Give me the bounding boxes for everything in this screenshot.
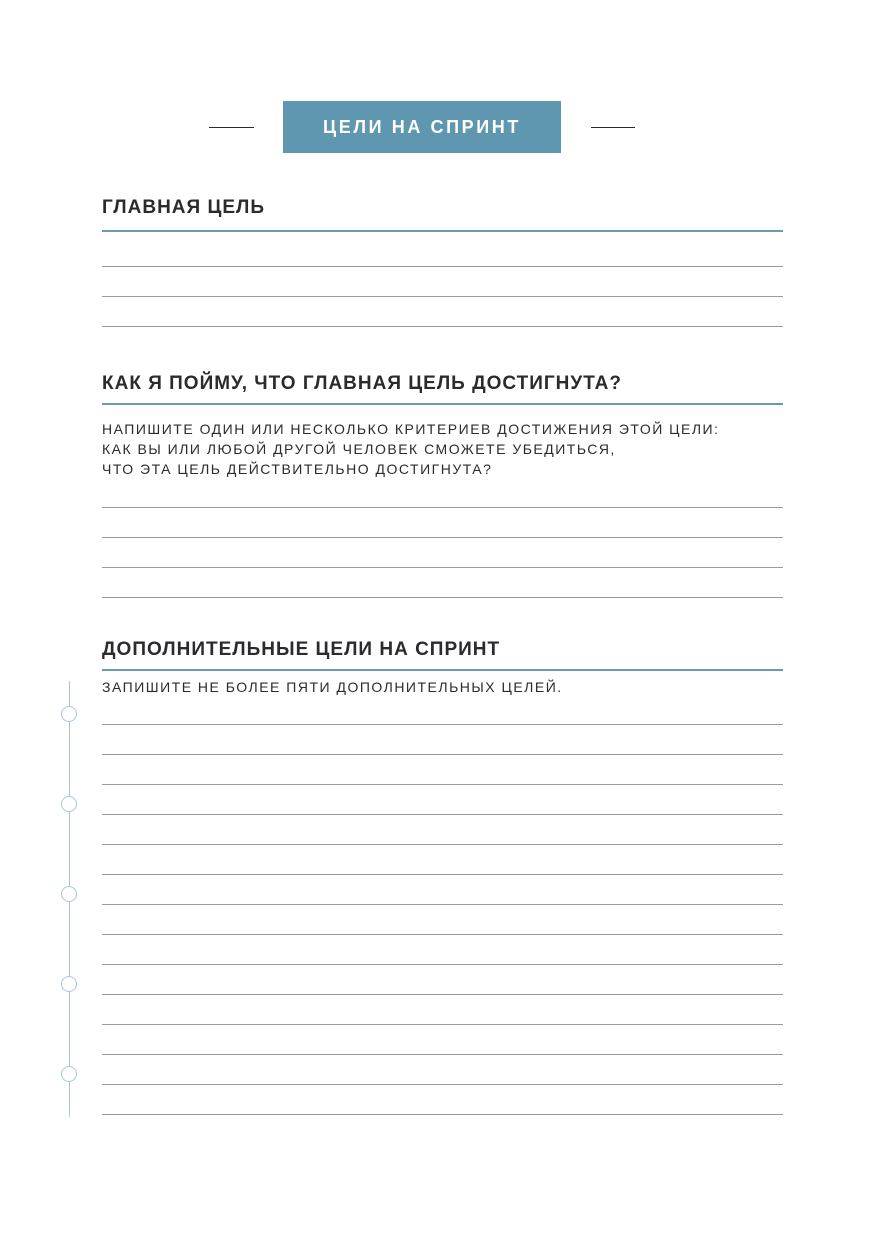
additional-goal-write-line[interactable] [102,964,783,965]
additional-goal-write-line[interactable] [102,904,783,905]
criteria-write-line[interactable] [102,597,783,598]
additional-goals-accent-rule [102,669,783,671]
criteria-instruction-line: ЧТО ЭТА ЦЕЛЬ ДЕЙСТВИТЕЛЬНО ДОСТИГНУТА? [102,461,493,477]
banner-left-rule [209,127,254,128]
additional-goal-write-line[interactable] [102,1054,783,1055]
criteria-heading: КАК Я ПОЙМУ, ЧТО ГЛАВНАЯ ЦЕЛЬ ДОСТИГНУТА? [102,373,622,394]
additional-goal-write-line[interactable] [102,784,783,785]
main-goal-accent-rule [102,230,783,232]
additional-goal-write-line[interactable] [102,934,783,935]
additional-goals-instruction: ЗАПИШИТЕ НЕ БОЛЕЕ ПЯТИ ДОПОЛНИТЕЛЬНЫХ ЦЕЛЕЙ. [102,679,563,695]
criteria-write-line[interactable] [102,537,783,538]
criteria-instruction [102,419,720,479]
criteria-write-line[interactable] [102,567,783,568]
binder-ring-icon [61,886,77,902]
additional-goal-write-line[interactable] [102,844,783,845]
criteria-instruction-line: НАПИШИТЕ ОДИН ИЛИ НЕСКОЛЬКО КРИТЕРИЕВ ДОСТИЖЕНИЯ ЭТОЙ ЦЕЛИ: [102,421,720,437]
additional-goal-write-line[interactable] [102,874,783,875]
main-goal-write-line[interactable] [102,296,783,297]
criteria-instruction-line: КАК ВЫ ИЛИ ЛЮБОЙ ДРУГОЙ ЧЕЛОВЕК СМОЖЕТЕ УБЕДИТЬСЯ, [102,441,616,457]
criteria-accent-rule [102,403,783,405]
binder-ring-icon [61,796,77,812]
page-title-banner [283,101,561,153]
main-goal-heading: ГЛАВНАЯ ЦЕЛЬ [102,197,265,218]
criteria-write-line[interactable] [102,507,783,508]
main-goal-write-line[interactable] [102,266,783,267]
additional-goals-heading: ДОПОЛНИТЕЛЬНЫЕ ЦЕЛИ НА СПРИНТ [102,639,501,660]
additional-goal-write-line[interactable] [102,754,783,755]
additional-goal-write-line[interactable] [102,1024,783,1025]
additional-goal-write-line[interactable] [102,1114,783,1115]
additional-goal-write-line[interactable] [102,1084,783,1085]
main-goal-write-line[interactable] [102,326,783,327]
binder-ring-icon [61,706,77,722]
binder-ring-icon [61,1066,77,1082]
binder-ring-icon [61,976,77,992]
page-title: ЦЕЛИ НА СПРИНТ [323,116,521,137]
additional-goal-write-line[interactable] [102,814,783,815]
additional-goal-write-line[interactable] [102,994,783,995]
banner-right-rule [591,127,635,128]
additional-goal-write-line[interactable] [102,724,783,725]
